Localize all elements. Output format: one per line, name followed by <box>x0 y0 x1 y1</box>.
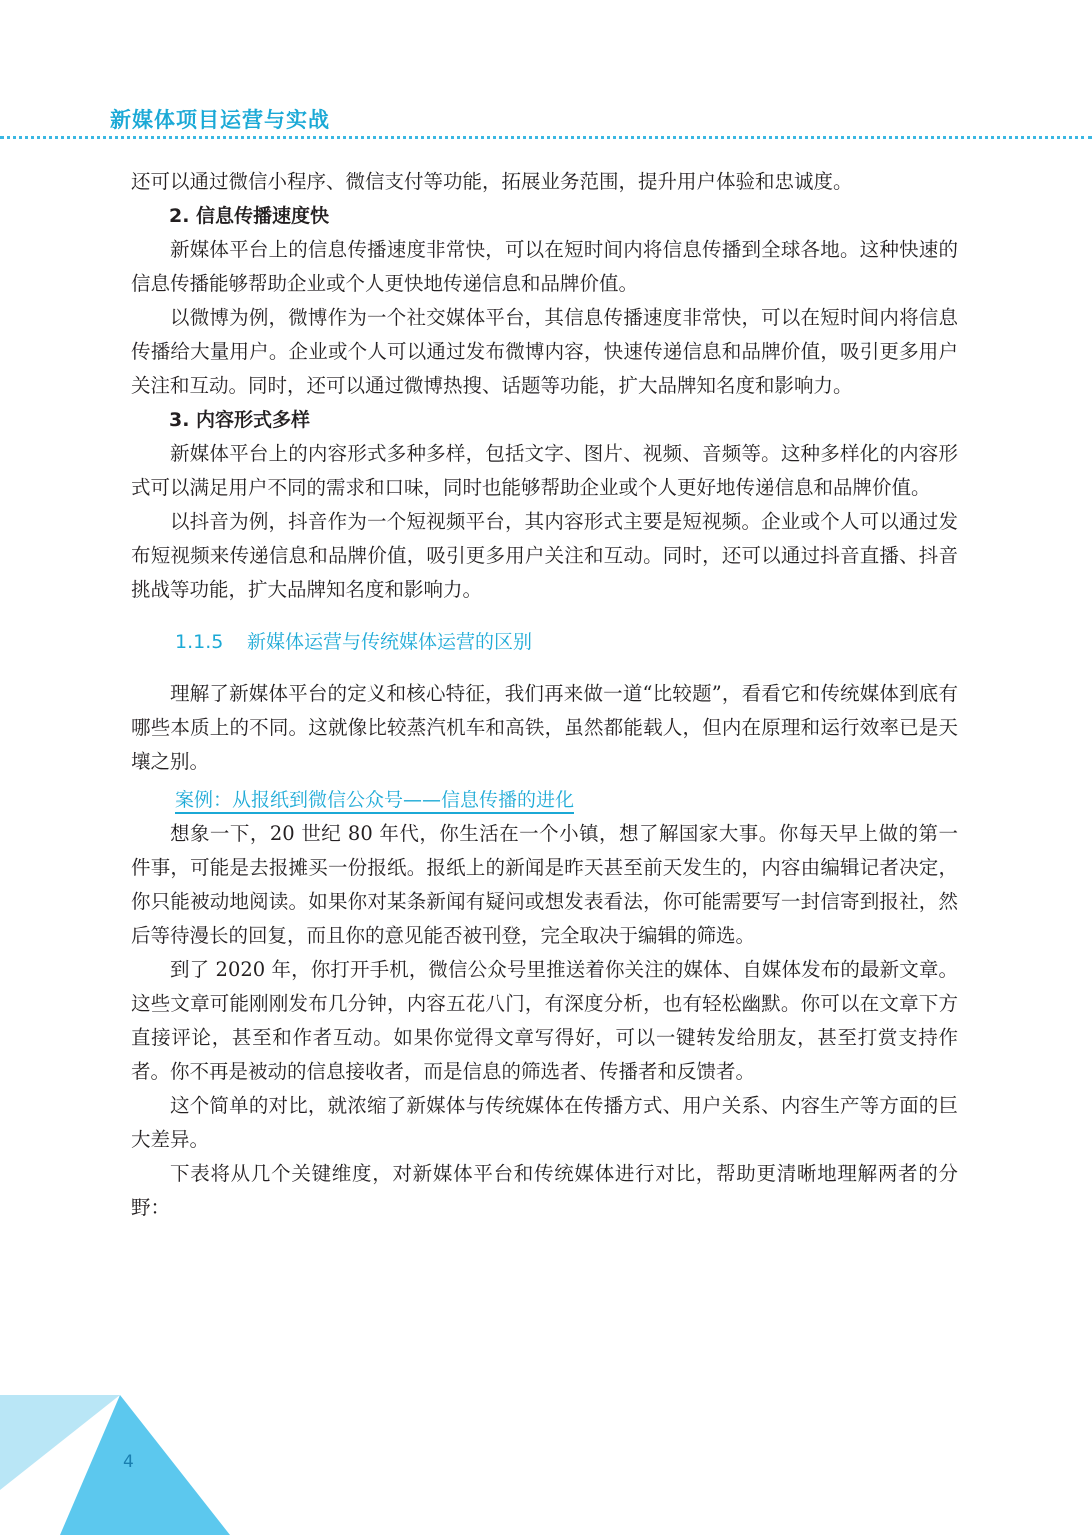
case-heading <box>131 783 958 817</box>
paragraph: 下表将从几个关键维度，对新媒体平台和传统媒体进行对比，帮助更清晰地理解两者的分野： <box>131 1162 958 1219</box>
paragraph: 理解了新媒体平台的定义和核心特征，我们再来做一道“比较题”，看看它和传统媒体到底有哪些本质上的不同。这就像比较蒸汽机车和高铁，虽然都能载人，但内在原理和运行效率已是天壤之别。 <box>131 682 958 773</box>
paragraph: 新媒体平台上的信息传播速度非常快，可以在短时间内将信息传播到全球各地。这种快速的信息传播能够帮助企业或个人更快地传递信息和品牌价值。 <box>131 238 958 295</box>
subheading-3: 3. 内容形式多样 <box>169 409 311 431</box>
case-title: 案例：从报纸到微信公众号——信息传播的进化 <box>175 789 574 814</box>
header-dotted-rule <box>0 136 1092 139</box>
paragraph: 到了 2020 年，你打开手机，微信公众号里推送着你关注的媒体、自媒体发布的最新文章。这些文章可能刚刚发布几分钟，内容五花八门，有深度分析，也有轻松幽默。你可以在文章下方直接评论，甚至和作者互动。如果你觉得文章写得好，可以一键转发给朋友，甚至打赏支持作者。你不再是被动的信息接收者，而是信息的筛选者、传播者和反馈者。 <box>131 958 958 1083</box>
subheading-2: 2. 信息传播速度快 <box>169 205 330 227</box>
page-number: 4 <box>123 1452 134 1472</box>
paragraph: 以抖音为例，抖音作为一个短视频平台，其内容形式主要是短视频。企业或个人可以通过发布短视频来传递信息和品牌价值，吸引更多用户关注和互动。同时，还可以通过抖音直播、抖音挑战等功能，扩大品牌知名度和影响力。 <box>131 510 958 601</box>
section-heading <box>131 625 958 659</box>
paragraph-continued: 还可以通过微信小程序、微信支付等功能，拓展业务范围，提升用户体验和忠诚度。 <box>131 170 853 193</box>
paragraph: 这个简单的对比，就浓缩了新媒体与传统媒体在传播方式、用户关系、内容生产等方面的巨大差异。 <box>131 1094 958 1151</box>
paragraph: 以微博为例，微博作为一个社交媒体平台，其信息传播速度非常快，可以在短时间内将信息传播给大量用户。企业或个人可以通过发布微博内容，快速传递信息和品牌价值，吸引更多用户关注和互动。同时，还可以通过微博热搜、话题等功能，扩大品牌知名度和影响力。 <box>131 306 958 397</box>
running-title: 新媒体项目运营与实战 <box>110 108 330 132</box>
paragraph: 想象一下，20 世纪 80 年代，你生活在一个小镇，想了解国家大事。你每天早上做的第一件事，可能是去报摊买一份报纸。报纸上的新闻是昨天甚至前天发生的，内容由编辑记者决定，你只能被动地阅读。如果你对某条新闻有疑问或想发表看法，你可能需要写一封信寄到报社，然后等待漫长的回复，而且你的意见能否被刊登，完全取决于编辑的筛选。 <box>131 822 958 947</box>
section-number: 1.1.5 <box>175 631 224 653</box>
paragraph: 新媒体平台上的内容形式多种多样，包括文字、图片、视频、音频等。这种多样化的内容形式可以满足用户不同的需求和口味，同时也能够帮助企业或个人更好地传递信息和品牌价值。 <box>131 442 958 499</box>
section-title: 新媒体运营与传统媒体运营的区别 <box>247 631 533 653</box>
page-body <box>131 165 958 1225</box>
